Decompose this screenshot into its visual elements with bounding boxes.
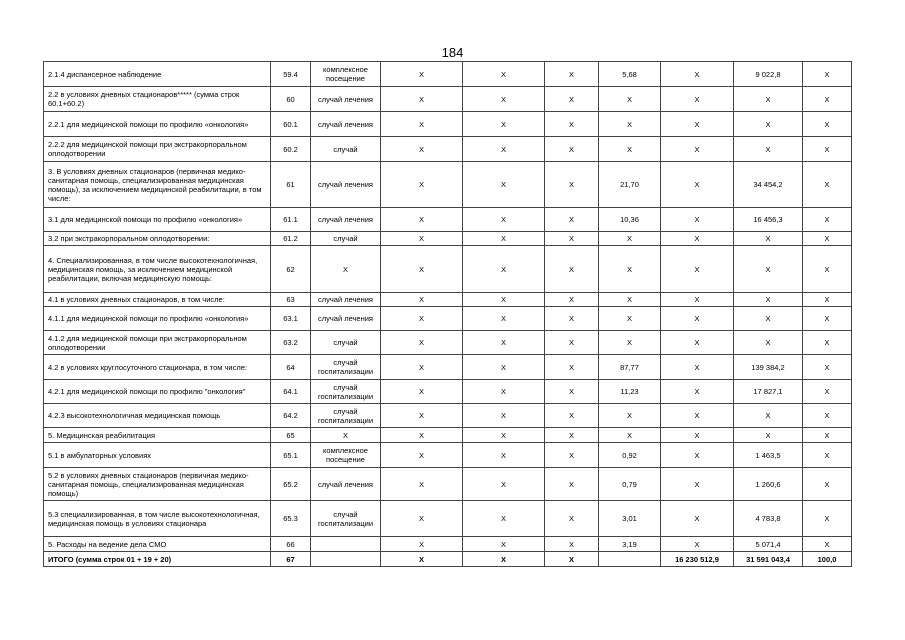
cell-c4: X	[381, 208, 463, 232]
cell-unit: случай госпитализации	[311, 355, 381, 380]
cell-code: 61.1	[271, 208, 311, 232]
cell-code: 64.2	[271, 404, 311, 428]
cell-c8: X	[661, 112, 734, 137]
cell-c5: X	[463, 232, 545, 246]
cell-c10: X	[803, 137, 852, 162]
cell-unit: случай лечения	[311, 112, 381, 137]
cell-c5: X	[463, 137, 545, 162]
cell-c7: 3,01	[599, 501, 661, 537]
cell-c10: X	[803, 246, 852, 293]
cell-name: 5. Медицинская реабилитация	[44, 428, 271, 443]
cell-c4: X	[381, 307, 463, 331]
cell-c10: X	[803, 293, 852, 307]
cell-c9: X	[734, 137, 803, 162]
cell-name: ИТОГО (сумма строк 01 + 19 + 20)	[44, 552, 271, 567]
cell-unit: случай лечения	[311, 208, 381, 232]
cell-c6: X	[545, 112, 599, 137]
cell-c6: X	[545, 468, 599, 501]
cell-c6: X	[545, 208, 599, 232]
cell-code: 63	[271, 293, 311, 307]
cell-c4: X	[381, 62, 463, 87]
cell-c5: X	[463, 87, 545, 112]
cell-code: 59.4	[271, 62, 311, 87]
cell-c7: 10,36	[599, 208, 661, 232]
cell-c6: X	[545, 246, 599, 293]
table-row	[44, 112, 852, 137]
cell-c9: 16 456,3	[734, 208, 803, 232]
cell-c8: 16 230 512,9	[661, 552, 734, 567]
cell-c10: X	[803, 380, 852, 404]
cell-name: 3. В условиях дневных стационаров (первичная медико-санитарная помощь, специализированная медицинская помощь), за исключением медицинской реабилитации, в том числе:	[44, 162, 271, 208]
cell-code: 65.2	[271, 468, 311, 501]
cell-c7: X	[599, 232, 661, 246]
cell-name: 4.2 в условиях круглосуточного стационара, в том числе:	[44, 355, 271, 380]
cell-unit	[311, 537, 381, 552]
cell-c4: X	[381, 404, 463, 428]
cell-c5: X	[463, 112, 545, 137]
cell-c10: X	[803, 443, 852, 468]
cell-c4: X	[381, 232, 463, 246]
cell-c6: X	[545, 380, 599, 404]
cell-c5: X	[463, 501, 545, 537]
cell-unit: X	[311, 428, 381, 443]
cell-c6: X	[545, 443, 599, 468]
cell-name: 4.2.3 высокотехнологичная медицинская помощь	[44, 404, 271, 428]
cell-c6: X	[545, 137, 599, 162]
cell-unit: случай лечения	[311, 293, 381, 307]
cell-name: 4. Специализированная, в том числе высокотехнологичная, медицинская помощь, за исключением медицинской реабилитации, включая медицинскую помощь:	[44, 246, 271, 293]
cell-c4: X	[381, 246, 463, 293]
cell-c8: X	[661, 62, 734, 87]
cell-c7: 21,70	[599, 162, 661, 208]
table-row	[44, 468, 852, 501]
cell-c5: X	[463, 62, 545, 87]
cell-c7: 11,23	[599, 380, 661, 404]
cell-c4: X	[381, 137, 463, 162]
cell-c6: X	[545, 307, 599, 331]
cell-unit: случай лечения	[311, 162, 381, 208]
cell-c7: 0,79	[599, 468, 661, 501]
cell-name: 5.2 в условиях дневных стационаров (первичная медико-санитарная помощь, специализированная медицинская помощь)	[44, 468, 271, 501]
cell-c8: X	[661, 428, 734, 443]
cell-c6: X	[545, 162, 599, 208]
cell-c4: X	[381, 501, 463, 537]
cell-unit: X	[311, 246, 381, 293]
cell-c10: X	[803, 307, 852, 331]
cell-c7: X	[599, 137, 661, 162]
page-number: 184	[441, 45, 464, 60]
table-body	[44, 62, 852, 567]
cell-c9: 5 071,4	[734, 537, 803, 552]
cell-c9: 1 463,5	[734, 443, 803, 468]
cell-name: 3.1 для медицинской помощи по профилю «онкология»	[44, 208, 271, 232]
cell-c6: X	[545, 331, 599, 355]
cell-code: 60.2	[271, 137, 311, 162]
cell-c9: 4 783,8	[734, 501, 803, 537]
cell-unit: случай	[311, 232, 381, 246]
cell-code: 65	[271, 428, 311, 443]
cell-c9: 31 591 043,4	[734, 552, 803, 567]
cell-c10: X	[803, 232, 852, 246]
cell-c8: X	[661, 87, 734, 112]
cell-code: 60.1	[271, 112, 311, 137]
financing-table	[43, 61, 852, 567]
cell-unit: комплексное посещение	[311, 62, 381, 87]
cell-name: 4.1.2 для медицинской помощи при экстракорпоральном оплодотворении	[44, 331, 271, 355]
cell-c5: X	[463, 443, 545, 468]
cell-c10: X	[803, 62, 852, 87]
cell-c10: X	[803, 355, 852, 380]
cell-code: 61	[271, 162, 311, 208]
cell-c4: X	[381, 552, 463, 567]
cell-name: 4.1.1 для медицинской помощи по профилю «онкология»	[44, 307, 271, 331]
cell-name: 2.2.1 для медицинской помощи по профилю «онкология»	[44, 112, 271, 137]
cell-name: 3.2 при экстракорпоральном оплодотворении:	[44, 232, 271, 246]
cell-c4: X	[381, 293, 463, 307]
cell-c9: X	[734, 246, 803, 293]
cell-c7: X	[599, 428, 661, 443]
cell-c7: 0,92	[599, 443, 661, 468]
cell-c7: X	[599, 246, 661, 293]
cell-code: 64.1	[271, 380, 311, 404]
cell-c7: X	[599, 87, 661, 112]
cell-c4: X	[381, 87, 463, 112]
cell-unit: случай госпитализации	[311, 380, 381, 404]
table-row	[44, 307, 852, 331]
cell-c10: X	[803, 162, 852, 208]
cell-name: 5. Расходы на ведение дела СМО	[44, 537, 271, 552]
cell-c7: 5,68	[599, 62, 661, 87]
cell-c6: X	[545, 87, 599, 112]
cell-c9: 34 454,2	[734, 162, 803, 208]
cell-c8: X	[661, 232, 734, 246]
cell-c8: X	[661, 246, 734, 293]
cell-code: 67	[271, 552, 311, 567]
cell-c8: X	[661, 162, 734, 208]
cell-c5: X	[463, 246, 545, 293]
table-row	[44, 208, 852, 232]
cell-c8: X	[661, 380, 734, 404]
cell-c4: X	[381, 355, 463, 380]
cell-c10: X	[803, 87, 852, 112]
cell-c5: X	[463, 428, 545, 443]
cell-c5: X	[463, 404, 545, 428]
cell-c9: X	[734, 404, 803, 428]
cell-c7: X	[599, 404, 661, 428]
cell-code: 64	[271, 355, 311, 380]
cell-name: 5.3 специализированная, в том числе высокотехнологичная, медицинская помощь в условиях стационара	[44, 501, 271, 537]
cell-c7	[599, 552, 661, 567]
cell-name: 2.1.4 диспансерное наблюдение	[44, 62, 271, 87]
table-row	[44, 404, 852, 428]
table-row	[44, 428, 852, 443]
cell-unit: случай	[311, 331, 381, 355]
cell-unit: случай лечения	[311, 468, 381, 501]
cell-c7: 3,19	[599, 537, 661, 552]
cell-c6: X	[545, 62, 599, 87]
cell-c9: X	[734, 293, 803, 307]
cell-unit: случай	[311, 137, 381, 162]
cell-c5: X	[463, 552, 545, 567]
table-row	[44, 355, 852, 380]
cell-c8: X	[661, 355, 734, 380]
cell-c8: X	[661, 468, 734, 501]
table-row	[44, 232, 852, 246]
cell-c5: X	[463, 331, 545, 355]
cell-unit: случай госпитализации	[311, 404, 381, 428]
cell-c6: X	[545, 552, 599, 567]
cell-c6: X	[545, 293, 599, 307]
cell-c9: 17 827,1	[734, 380, 803, 404]
cell-unit: случай госпитализации	[311, 501, 381, 537]
table-row	[44, 501, 852, 537]
table-row	[44, 87, 852, 112]
table-row	[44, 293, 852, 307]
cell-c5: X	[463, 162, 545, 208]
cell-c4: X	[381, 428, 463, 443]
cell-c8: X	[661, 137, 734, 162]
cell-c5: X	[463, 380, 545, 404]
cell-c9: X	[734, 112, 803, 137]
cell-name: 4.2.1 для медицинской помощи по профилю "онкология"	[44, 380, 271, 404]
cell-c6: X	[545, 428, 599, 443]
cell-c10: X	[803, 331, 852, 355]
table-row	[44, 162, 852, 208]
cell-name: 2.2.2 для медицинской помощи при экстракорпоральном оплодотворении	[44, 137, 271, 162]
cell-c10: X	[803, 404, 852, 428]
cell-c8: X	[661, 208, 734, 232]
cell-code: 65.3	[271, 501, 311, 537]
cell-unit: случай лечения	[311, 307, 381, 331]
cell-c4: X	[381, 443, 463, 468]
cell-c6: X	[545, 501, 599, 537]
cell-name: 5.1 в амбулаторных условиях	[44, 443, 271, 468]
cell-unit: случай лечения	[311, 87, 381, 112]
cell-c10: X	[803, 428, 852, 443]
cell-name: 2.2 в условиях дневных стационаров***** (сумма строк 60.1+60.2)	[44, 87, 271, 112]
cell-c9: X	[734, 87, 803, 112]
cell-c9: 9 022,8	[734, 62, 803, 87]
total-row	[44, 552, 852, 567]
cell-c10: X	[803, 208, 852, 232]
cell-code: 60	[271, 87, 311, 112]
cell-c10: X	[803, 501, 852, 537]
cell-code: 65.1	[271, 443, 311, 468]
cell-c6: X	[545, 537, 599, 552]
cell-c4: X	[381, 331, 463, 355]
table-row	[44, 443, 852, 468]
cell-code: 62	[271, 246, 311, 293]
cell-c8: X	[661, 331, 734, 355]
cell-c7: X	[599, 293, 661, 307]
cell-c5: X	[463, 537, 545, 552]
cell-c9: X	[734, 307, 803, 331]
cell-unit: комплексное посещение	[311, 443, 381, 468]
cell-c7: X	[599, 331, 661, 355]
cell-c5: X	[463, 208, 545, 232]
cell-code: 63.2	[271, 331, 311, 355]
cell-c8: X	[661, 501, 734, 537]
cell-c10: X	[803, 468, 852, 501]
cell-c4: X	[381, 537, 463, 552]
cell-c5: X	[463, 355, 545, 380]
table-row	[44, 331, 852, 355]
cell-c5: X	[463, 307, 545, 331]
cell-c8: X	[661, 537, 734, 552]
table-row	[44, 380, 852, 404]
cell-unit	[311, 552, 381, 567]
table-row	[44, 137, 852, 162]
cell-c6: X	[545, 404, 599, 428]
cell-c4: X	[381, 112, 463, 137]
cell-code: 63.1	[271, 307, 311, 331]
cell-code: 61.2	[271, 232, 311, 246]
cell-c5: X	[463, 293, 545, 307]
cell-c10: X	[803, 112, 852, 137]
cell-c8: X	[661, 443, 734, 468]
cell-c4: X	[381, 162, 463, 208]
cell-c6: X	[545, 355, 599, 380]
cell-c9: 139 384,2	[734, 355, 803, 380]
cell-c6: X	[545, 232, 599, 246]
cell-c9: 1 260,6	[734, 468, 803, 501]
cell-c4: X	[381, 380, 463, 404]
cell-code: 66	[271, 537, 311, 552]
cell-c7: X	[599, 307, 661, 331]
cell-c9: X	[734, 331, 803, 355]
cell-c8: X	[661, 404, 734, 428]
cell-c7: X	[599, 112, 661, 137]
cell-c4: X	[381, 468, 463, 501]
table-row	[44, 246, 852, 293]
table-row	[44, 62, 852, 87]
cell-c10: 100,0	[803, 552, 852, 567]
cell-c8: X	[661, 307, 734, 331]
cell-c7: 87,77	[599, 355, 661, 380]
cell-c8: X	[661, 293, 734, 307]
table-row	[44, 537, 852, 552]
cell-c10: X	[803, 537, 852, 552]
cell-c9: X	[734, 428, 803, 443]
cell-c5: X	[463, 468, 545, 501]
cell-c9: X	[734, 232, 803, 246]
cell-name: 4.1 в условиях дневных стационаров, в том числе:	[44, 293, 271, 307]
